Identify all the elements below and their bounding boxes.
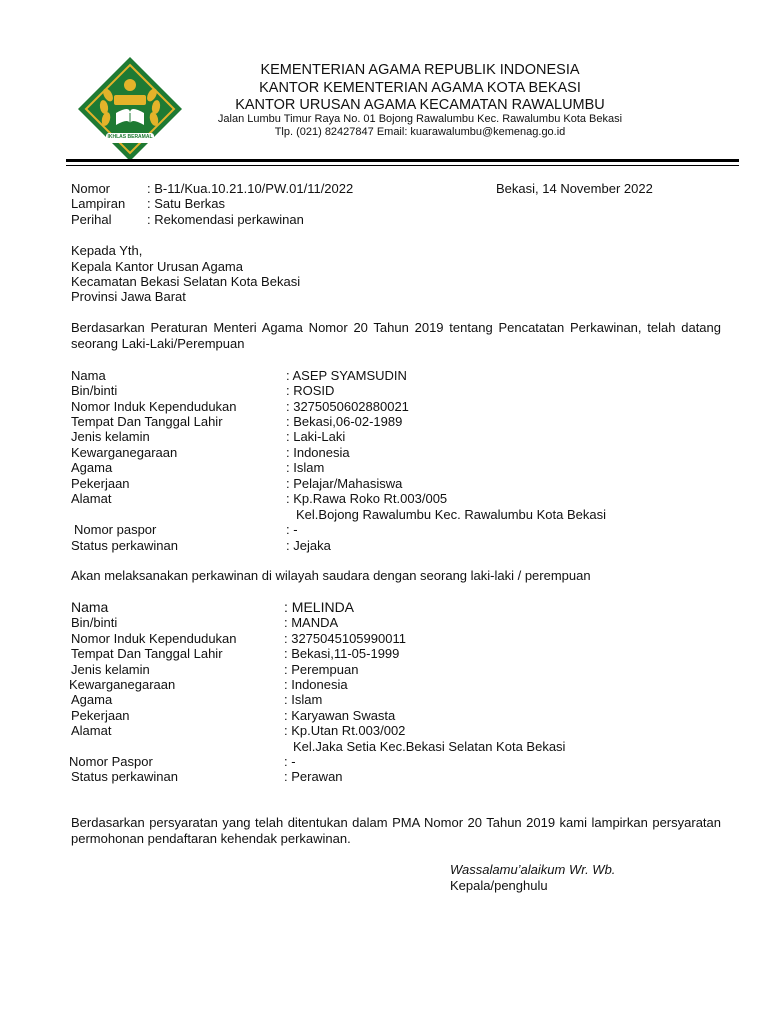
field-value: : Bekasi,06-02-1989: [286, 414, 403, 429]
lampiran-value: : Satu Berkas: [147, 196, 226, 211]
field-label: Bin/binti: [71, 383, 118, 398]
recipient-line: Kepada Yth,: [71, 243, 143, 258]
field-label: Status perkawinan: [71, 538, 178, 553]
signoff-title: Kepala/penghulu: [450, 878, 548, 893]
header-ministry: KEMENTERIAN AGAMA REPUBLIK INDONESIA: [260, 62, 580, 78]
header-divider-thick: [66, 159, 739, 162]
letter-date: Bekasi, 14 November 2022: [496, 181, 653, 196]
field-label: Jenis kelamin: [71, 662, 150, 677]
header-kua: KANTOR URUSAN AGAMA KECAMATAN RAWALUMBU: [235, 97, 605, 113]
field-label: Bin/binti: [71, 615, 118, 630]
perihal-value: : Rekomendasi perkawinan: [147, 212, 304, 227]
field-value: : Indonesia: [284, 677, 348, 692]
field-label: Agama: [71, 692, 113, 707]
field-value: : Islam: [286, 460, 325, 475]
field-value: : ASEP SYAMSUDIN: [286, 368, 407, 383]
recipient-line: Kepala Kantor Urusan Agama: [71, 259, 243, 274]
field-label: Status perkawinan: [71, 769, 178, 784]
field-value: : -: [286, 522, 298, 537]
kemenag-logo: [76, 55, 184, 163]
perihal-label: Perihal: [71, 212, 112, 227]
field-value: : 3275050602880021: [286, 399, 409, 414]
field-value: : MANDA: [284, 615, 339, 630]
header-address: Jalan Lumbu Timur Raya No. 01 Bojong Rawalumbu Kec. Rawalumbu Kota Bekasi: [217, 113, 623, 125]
field-value: : Kp.Utan Rt.003/002: [284, 723, 406, 738]
field-label: Nomor Induk Kependudukan: [71, 631, 237, 646]
field-value: : 3275045105990011: [284, 631, 406, 646]
field-value: : Bekasi,11-05-1999: [284, 646, 400, 661]
recipient-line: Kecamatan Bekasi Selatan Kota Bekasi: [71, 274, 301, 289]
field-label: Tempat Dan Tanggal Lahir: [71, 414, 223, 429]
signoff-greeting: Wassalamu’alaikum Wr. Wb.: [450, 862, 616, 877]
field-label: Nomor Paspor: [69, 754, 153, 769]
recipient-line: Provinsi Jawa Barat: [71, 289, 186, 304]
field-label: Nama: [71, 599, 109, 615]
field-label: Jenis kelamin: [71, 429, 150, 444]
field-value: : -: [284, 754, 296, 769]
field-value: : Indonesia: [286, 445, 350, 460]
field-label: Nama: [71, 368, 106, 383]
field-value: : Islam: [284, 692, 323, 707]
field-label: Alamat: [71, 723, 112, 738]
field-label: Alamat: [71, 491, 112, 506]
field-label: Agama: [71, 460, 113, 475]
field-value: : Perempuan: [284, 662, 359, 677]
field-label: Nomor Induk Kependudukan: [71, 399, 237, 414]
nomor-label: Nomor: [71, 181, 111, 196]
field-value: : Laki-Laki: [286, 429, 346, 444]
field-value: : Pelajar/Mahasiswa: [286, 476, 403, 491]
field-value: : ROSID: [286, 383, 335, 398]
field-value: : Jejaka: [286, 538, 331, 553]
field-value-continued: Kel.Jaka Setia Kec.Bekasi Selatan Kota Bekasi: [293, 739, 566, 754]
field-label: Nomor paspor: [74, 522, 157, 537]
field-value-continued: Kel.Bojong Rawalumbu Kec. Rawalumbu Kota Bekasi: [296, 507, 607, 522]
nomor-value: : B-11/Kua.10.21.10/PW.01/11/2022: [147, 181, 354, 196]
field-label: Kewarganegaraan: [71, 445, 178, 460]
closing-paragraph: Berdasarkan persyaratan yang telah ditentukan dalam PMA Nomor 20 Tahun 2019 kami lampirkan persyaratan permohonan pendaftaran kehendak perkawinan.: [71, 815, 721, 846]
logo-text: IKHLAS BERAMAL: [107, 134, 153, 140]
lampiran-label: Lampiran: [71, 196, 126, 211]
field-label: Kewarganegaraan: [69, 677, 176, 692]
field-value: : Kp.Rawa Roko Rt.003/005: [286, 491, 448, 506]
field-label: Tempat Dan Tanggal Lahir: [71, 646, 223, 661]
field-value: : MELINDA: [284, 599, 355, 615]
field-label: Pekerjaan: [71, 708, 130, 723]
header-city-office: KANTOR KEMENTERIAN AGAMA KOTA BEKASI: [259, 80, 581, 96]
middle-paragraph: Akan melaksanakan perkawinan di wilayah saudara dengan seorang laki-laki / perempuan: [71, 568, 591, 583]
field-value: : Perawan: [284, 769, 343, 784]
field-value: : Karyawan Swasta: [284, 708, 396, 723]
header-contact: Tlp. (021) 82427847 Email: kuarawalumbu@kemenag.go.id: [274, 126, 566, 138]
header-divider-thin: [66, 165, 739, 166]
intro-paragraph: Berdasarkan Peraturan Menteri Agama Nomor 20 Tahun 2019 tentang Pencatatan Perkawinan, telah datang seorang Laki-Laki/Perempuan: [71, 320, 721, 351]
field-label: Pekerjaan: [71, 476, 130, 491]
